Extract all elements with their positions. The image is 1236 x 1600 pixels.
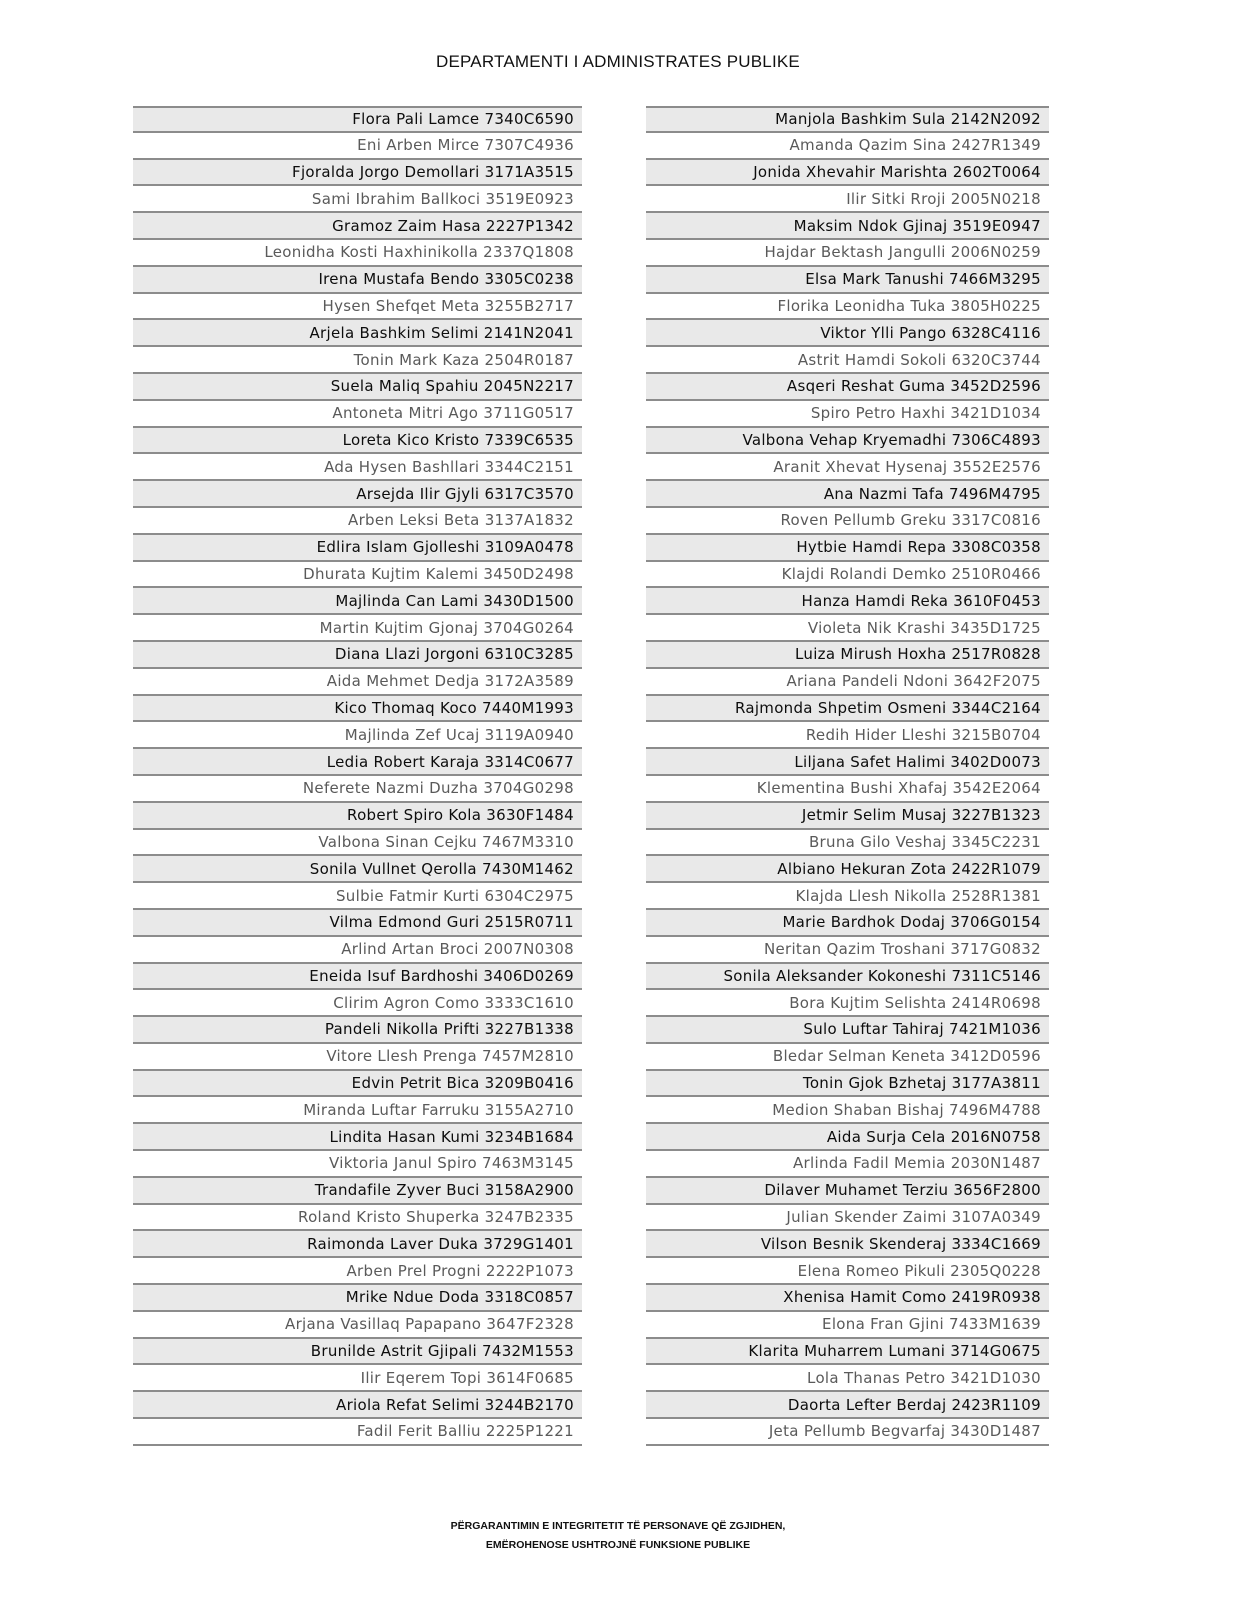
list-item: Asqeri Reshat Guma 3452D2596 (646, 374, 1049, 401)
list-item: Ilir Eqerem Topi 3614F0685 (133, 1365, 582, 1392)
list-item: Ariana Pandeli Ndoni 3642F2075 (646, 669, 1049, 696)
list-item: Neferete Nazmi Duzha 3704G0298 (133, 776, 582, 803)
list-item: Leonidha Kosti Haxhinikolla 2337Q1808 (133, 240, 582, 267)
list-item: Arben Prel Progni 2222P1073 (133, 1258, 582, 1285)
list-item: Roven Pellumb Greku 3317C0816 (646, 508, 1049, 535)
list-item: Florika Leonidha Tuka 3805H0225 (646, 294, 1049, 321)
list-item: Elsa Mark Tanushi 7466M3295 (646, 267, 1049, 294)
list-item: Tonin Gjok Bzhetaj 3177A3811 (646, 1071, 1049, 1098)
list-item: Liljana Safet Halimi 3402D0073 (646, 749, 1049, 776)
list-item: Ada Hysen Bashllari 3344C2151 (133, 454, 582, 481)
list-item: Mrike Ndue Doda 3318C0857 (133, 1285, 582, 1312)
list-item: Arlind Artan Broci 2007N0308 (133, 937, 582, 964)
right-name-list (646, 106, 1049, 1446)
page-title: DEPARTAMENTI I ADMINISTRATES PUBLIKE (436, 52, 800, 71)
list-item: Ana Nazmi Tafa 7496M4795 (646, 481, 1049, 508)
list-item: Klarita Muharrem Lumani 3714G0675 (646, 1339, 1049, 1366)
list-item: Valbona Sinan Cejku 7467M3310 (133, 830, 582, 857)
list-item: Jeta Pellumb Begvarfaj 3430D1487 (646, 1419, 1049, 1446)
list-item: Ilir Sitki Rroji 2005N0218 (646, 186, 1049, 213)
list-item: Sulo Luftar Tahiraj 7421M1036 (646, 1017, 1049, 1044)
list-item: Medion Shaban Bishaj 7496M4788 (646, 1097, 1049, 1124)
list-item: Aranit Xhevat Hysenaj 3552E2576 (646, 454, 1049, 481)
list-item: Miranda Luftar Farruku 3155A2710 (133, 1097, 582, 1124)
list-item: Ariola Refat Selimi 3244B2170 (133, 1392, 582, 1419)
list-item: Vitore Llesh Prenga 7457M2810 (133, 1044, 582, 1071)
list-item: Lola Thanas Petro 3421D1030 (646, 1365, 1049, 1392)
list-item: Brunilde Astrit Gjipali 7432M1553 (133, 1339, 582, 1366)
list-item: Hanza Hamdi Reka 3610F0453 (646, 588, 1049, 615)
list-item: Trandafile Zyver Buci 3158A2900 (133, 1178, 582, 1205)
list-item: Roland Kristo Shuperka 3247B2335 (133, 1205, 582, 1232)
list-item: Majlinda Can Lami 3430D1500 (133, 588, 582, 615)
list-item: Suela Maliq Spahiu 2045N2217 (133, 374, 582, 401)
list-item: Violeta Nik Krashi 3435D1725 (646, 615, 1049, 642)
list-item: Xhenisa Hamit Como 2419R0938 (646, 1285, 1049, 1312)
list-item: Klajdi Rolandi Demko 2510R0466 (646, 562, 1049, 589)
list-item: Jetmir Selim Musaj 3227B1323 (646, 803, 1049, 830)
list-item: Klajda Llesh Nikolla 2528R1381 (646, 883, 1049, 910)
list-item: Arsejda Ilir Gjyli 6317C3570 (133, 481, 582, 508)
list-item: Dhurata Kujtim Kalemi 3450D2498 (133, 562, 582, 589)
list-item: Manjola Bashkim Sula 2142N2092 (646, 106, 1049, 133)
list-item: Sulbie Fatmir Kurti 6304C2975 (133, 883, 582, 910)
list-item: Martin Kujtim Gjonaj 3704G0264 (133, 615, 582, 642)
left-name-list (133, 106, 582, 1446)
list-item: Rajmonda Shpetim Osmeni 3344C2164 (646, 696, 1049, 723)
list-item: Spiro Petro Haxhi 3421D1034 (646, 401, 1049, 428)
list-item: Robert Spiro Kola 3630F1484 (133, 803, 582, 830)
list-item: Julian Skender Zaimi 3107A0349 (646, 1205, 1049, 1232)
list-item: Loreta Kico Kristo 7339C6535 (133, 428, 582, 455)
list-item: Bledar Selman Keneta 3412D0596 (646, 1044, 1049, 1071)
list-item: Fjoralda Jorgo Demollari 3171A3515 (133, 160, 582, 187)
footer-line-2: EMËROHENOSE USHTROJNË FUNKSIONE PUBLIKE (485, 1539, 751, 1551)
list-item: Hajdar Bektash Jangulli 2006N0259 (646, 240, 1049, 267)
list-item: Albiano Hekuran Zota 2422R1079 (646, 856, 1049, 883)
list-item: Lindita Hasan Kumi 3234B1684 (133, 1124, 582, 1151)
list-item: Marie Bardhok Dodaj 3706G0154 (646, 910, 1049, 937)
list-item: Neritan Qazim Troshani 3717G0832 (646, 937, 1049, 964)
list-item: Elona Fran Gjini 7433M1639 (646, 1312, 1049, 1339)
list-item: Vilma Edmond Guri 2515R0711 (133, 910, 582, 937)
list-item: Pandeli Nikolla Prifti 3227B1338 (133, 1017, 582, 1044)
list-item: Arlinda Fadil Memia 2030N1487 (646, 1151, 1049, 1178)
list-item: Vilson Besnik Skenderaj 3334C1669 (646, 1231, 1049, 1258)
list-item: Sonila Aleksander Kokoneshi 7311C5146 (646, 964, 1049, 991)
list-item: Astrit Hamdi Sokoli 6320C3744 (646, 347, 1049, 374)
list-item: Viktor Ylli Pango 6328C4116 (646, 320, 1049, 347)
list-item: Edvin Petrit Bica 3209B0416 (133, 1071, 582, 1098)
list-item: Sonila Vullnet Qerolla 7430M1462 (133, 856, 582, 883)
list-item: Bora Kujtim Selishta 2414R0698 (646, 990, 1049, 1017)
list-item: Valbona Vehap Kryemadhi 7306C4893 (646, 428, 1049, 455)
list-item: Arben Leksi Beta 3137A1832 (133, 508, 582, 535)
list-item: Maksim Ndok Gjinaj 3519E0947 (646, 213, 1049, 240)
list-item: Gramoz Zaim Hasa 2227P1342 (133, 213, 582, 240)
list-item: Raimonda Laver Duka 3729G1401 (133, 1231, 582, 1258)
list-item: Jonida Xhevahir Marishta 2602T0064 (646, 160, 1049, 187)
list-item: Klementina Bushi Xhafaj 3542E2064 (646, 776, 1049, 803)
list-item: Sami Ibrahim Ballkoci 3519E0923 (133, 186, 582, 213)
list-item: Bruna Gilo Veshaj 3345C2231 (646, 830, 1049, 857)
list-item: Arjela Bashkim Selimi 2141N2041 (133, 320, 582, 347)
list-item: Ledia Robert Karaja 3314C0677 (133, 749, 582, 776)
list-item: Eni Arben Mirce 7307C4936 (133, 133, 582, 160)
list-item: Clirim Agron Como 3333C1610 (133, 990, 582, 1017)
list-item: Elena Romeo Pikuli 2305Q0228 (646, 1258, 1049, 1285)
list-item: Redih Hider Lleshi 3215B0704 (646, 722, 1049, 749)
list-item: Aida Surja Cela 2016N0758 (646, 1124, 1049, 1151)
list-item: Hytbie Hamdi Repa 3308C0358 (646, 535, 1049, 562)
list-item: Fadil Ferit Balliu 2225P1221 (133, 1419, 582, 1446)
list-item: Dilaver Muhamet Terziu 3656F2800 (646, 1178, 1049, 1205)
list-item: Irena Mustafa Bendo 3305C0238 (133, 267, 582, 294)
list-item: Edlira Islam Gjolleshi 3109A0478 (133, 535, 582, 562)
list-item: Kico Thomaq Koco 7440M1993 (133, 696, 582, 723)
list-item: Flora Pali Lamce 7340C6590 (133, 106, 582, 133)
list-item: Arjana Vasillaq Papapano 3647F2328 (133, 1312, 582, 1339)
list-item: Antoneta Mitri Ago 3711G0517 (133, 401, 582, 428)
list-item: Viktoria Janul Spiro 7463M3145 (133, 1151, 582, 1178)
list-item: Tonin Mark Kaza 2504R0187 (133, 347, 582, 374)
footer (0, 1517, 1236, 1555)
list-item: Hysen Shefqet Meta 3255B2717 (133, 294, 582, 321)
list-item: Diana Llazi Jorgoni 6310C3285 (133, 642, 582, 669)
list-item: Majlinda Zef Ucaj 3119A0940 (133, 722, 582, 749)
list-item: Amanda Qazim Sina 2427R1349 (646, 133, 1049, 160)
list-item: Luiza Mirush Hoxha 2517R0828 (646, 642, 1049, 669)
list-item: Daorta Lefter Berdaj 2423R1109 (646, 1392, 1049, 1419)
list-item: Eneida Isuf Bardhoshi 3406D0269 (133, 964, 582, 991)
list-item: Aida Mehmet Dedja 3172A3589 (133, 669, 582, 696)
footer-line-1: PËRGARANTIMIN E INTEGRITETIT TË PERSONAVE QË ZGJIDHEN, (450, 1520, 786, 1532)
